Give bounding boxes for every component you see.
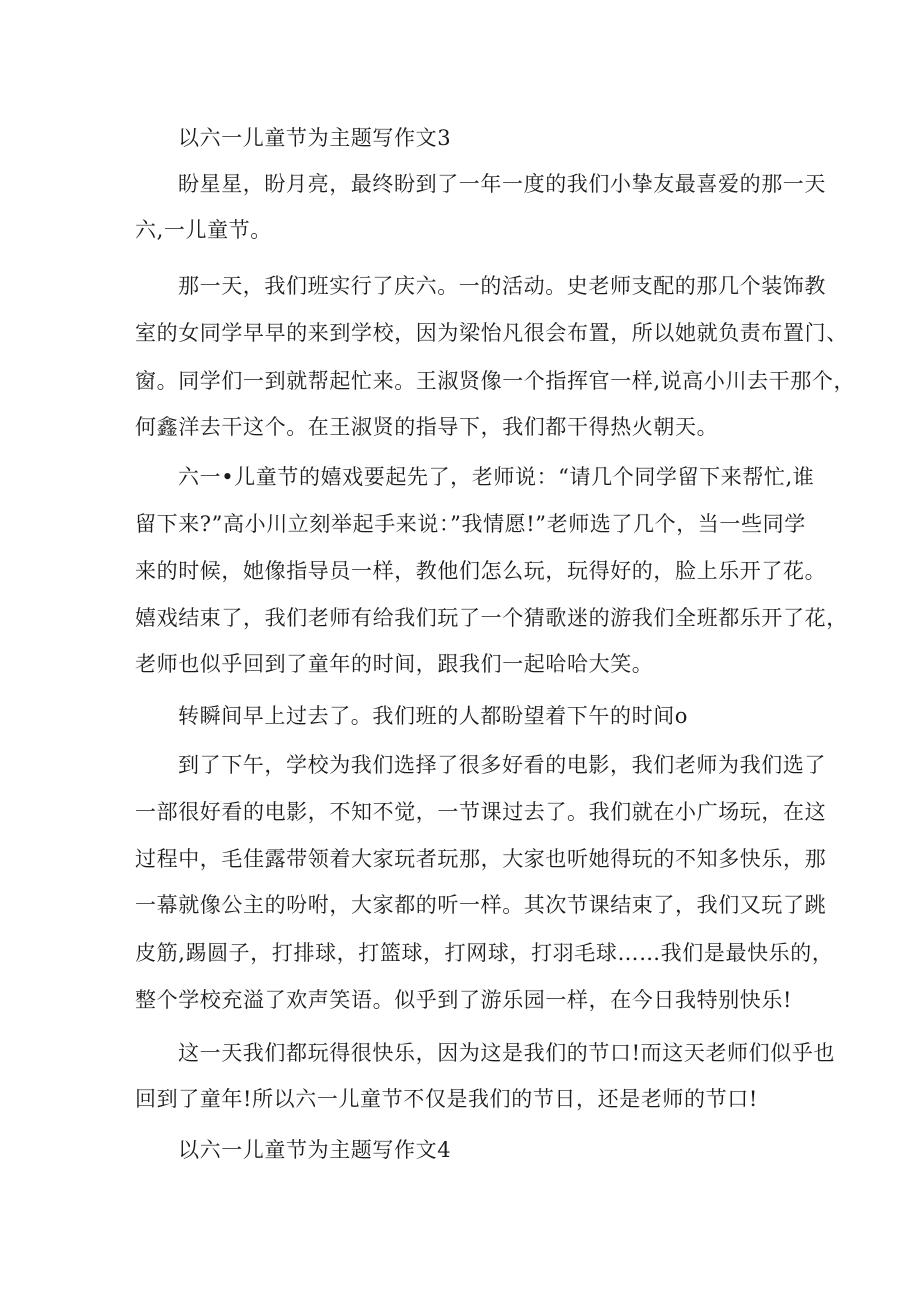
paragraph-line: 过程中，毛佳露带领着大家玩者玩那，大家也听她得玩的不知多快乐，那 bbox=[135, 847, 827, 871]
paragraph-line: 一幕就像公主的吩咐，大家都的听一样。其次节课结束了，我们又玩了跳 bbox=[135, 893, 827, 917]
paragraph-line: 室的女同学早早的来到学校，因为梁怡凡很会布置，所以她就负责布置门、 bbox=[135, 321, 848, 345]
paragraph-line: 整个学校充溢了欢声笑语。似乎到了游乐园一样，在今日我特别快乐! bbox=[135, 988, 793, 1012]
paragraph-line: 来的时候，她像指导员一样，教他们怎么玩，玩得好的，脸上乐开了花。 bbox=[135, 559, 827, 583]
paragraph-line: 六,一儿童节。 bbox=[135, 218, 272, 242]
paragraph-line: 留下来?”高小川立刻举起手来说：”我情愿!”老师选了几个，当一些同学 bbox=[135, 512, 806, 536]
paragraph-line: 到了下午，学校为我们选择了很多好看的电影，我们老师为我们选了 bbox=[178, 753, 826, 777]
essay-heading-4: 以六一儿童节为主题写作文4 bbox=[178, 1138, 452, 1162]
paragraph-line: 何鑫洋去干这个。在王淑贤的指导下，我们都干得热火朝天。 bbox=[135, 415, 719, 439]
paragraph-line: 窗。同学们一到就帮起忙来。王淑贤像一个指挥官一样,说高小川去干那个， bbox=[135, 369, 856, 393]
paragraph-line: 嬉戏结束了，我们老师有给我们玩了一个猜歌迷的游我们全班都乐开了花， bbox=[135, 606, 848, 630]
paragraph-line: 皮筋,踢圆子，打排球，打篮球，打网球，打羽毛球……我们是最快乐的， bbox=[135, 941, 834, 965]
paragraph-line: 盼星星，盼月亮，最终盼到了一年一度的我们小挚友最喜爱的那一天 bbox=[178, 172, 826, 196]
paragraph-line: 六一•儿童节的嬉戏要起先了，老师说：“请几个同学留下来帮忙,谁 bbox=[178, 465, 815, 489]
paragraph-line: 老师也似乎回到了童年的时间，跟我们一起哈哈大笑。 bbox=[135, 652, 654, 676]
paragraph-line: 一部很好看的电影，不知不觉，一节课过去了。我们就在小广场玩，在这 bbox=[135, 800, 827, 824]
paragraph-line: 这一天我们都玩得很快乐，因为这是我们的节口!而这天老师们似乎也 bbox=[178, 1041, 836, 1065]
essay-heading-3: 以六一儿童节为主题写作文3 bbox=[178, 126, 452, 150]
paragraph-line: 回到了童年!所以六一儿童节不仅是我们的节日，还是老师的节口! bbox=[135, 1087, 758, 1111]
paragraph-line: 转瞬间早上过去了。我们班的人都盼望着下午的时间o bbox=[178, 704, 689, 728]
paragraph-line: 那一天，我们班实行了庆六。一的活动。史老师支配的那几个装饰教 bbox=[178, 274, 826, 298]
